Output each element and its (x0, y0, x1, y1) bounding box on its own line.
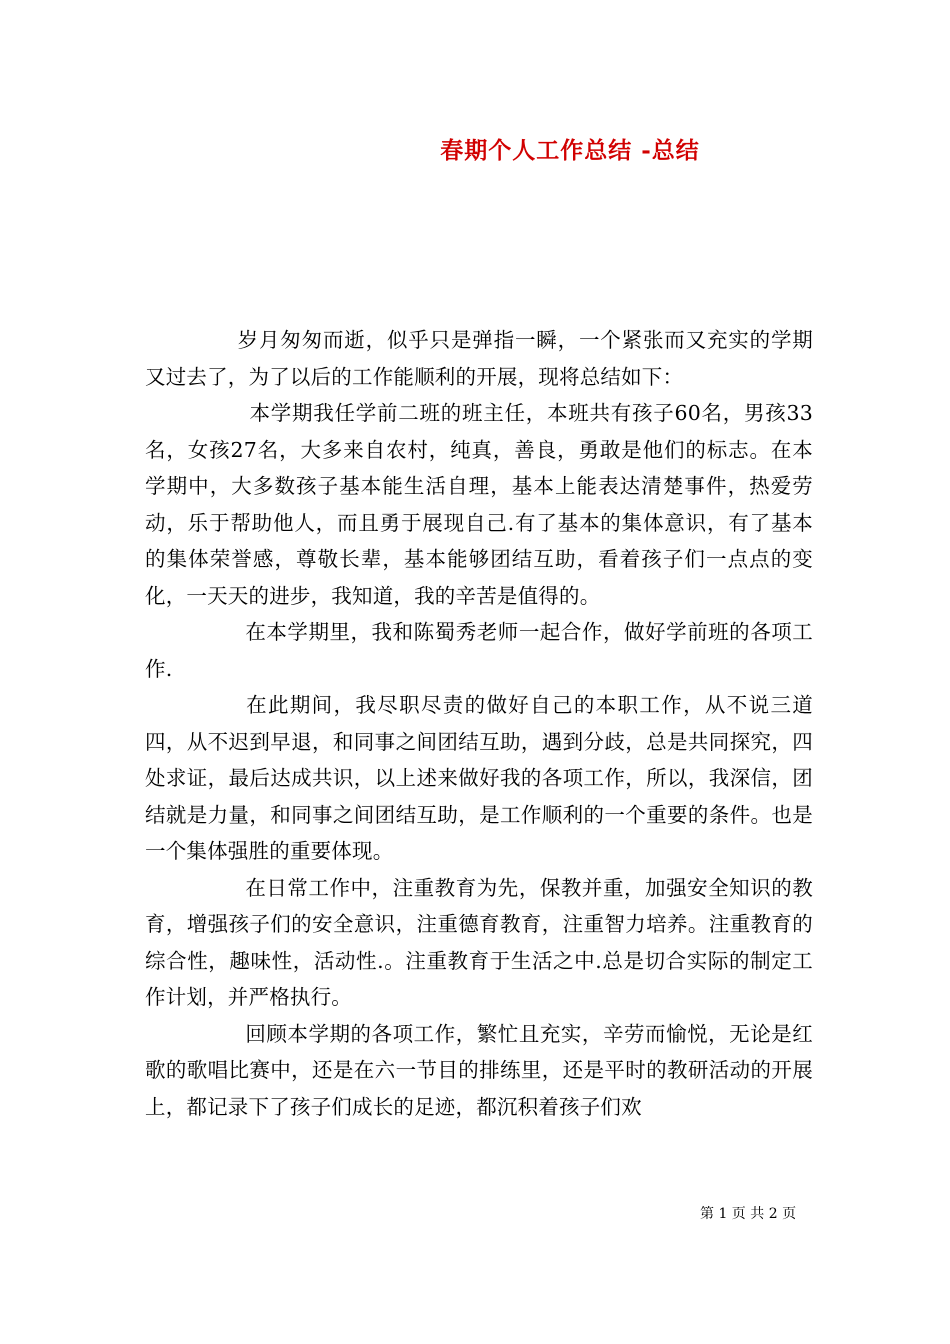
paragraph-text: 在此期间，我尽职尽责的做好自己的本职工作，从不说三道四，从不迟到早退，和同事之间团结互助，遇到分歧，总是共同探究，四处求证，最后达成共识，以上述来做好我的各项工作，所以，我深信，团结就是力量，和同事之间团结互助，是工作顺利的一个重要的条件。也是一个集体强胜的重要体现。 (145, 693, 813, 863)
paragraph-text: 岁月匆匆而逝，似乎只是弹指一瞬，一个紧张而又充实的学期又过去了，为了以后的工作能顺利的开展，现将总结如下： (145, 328, 813, 389)
paragraph-text: 在日常工作中，注重教育为先，保教并重，加强安全知识的教育，增强孩子们的安全意识，注重德育教育，注重智力培养。注重教育的综合性，趣味性，活动性.。注重教育于生活之中.总是切合实际的制定工作计划，并严格执行。 (145, 875, 813, 1009)
paragraph-text: 在本学期里，我和陈蜀秀老师一起合作，做好学前班的各项工作. (145, 620, 813, 681)
paragraph-cooperation (145, 614, 813, 687)
paragraph-duties (145, 687, 813, 870)
paragraph-intro (145, 322, 813, 395)
paragraph-review (145, 1016, 813, 1126)
document-body (145, 322, 813, 1125)
paragraph-text: 本学期我任学前二班的班主任，本班共有孩子60名，男孩33名，女孩27名，大多来自农村，纯真，善良，勇敢是他们的标志。在本学期中，大多数孩子基本能生活自理，基本上能表达清楚事件，热爱劳动，乐于帮助他人，而且勇于展现自己.有了基本的集体意识，有了基本的集体荣誉感，尊敬长辈，基本能够团结互助，看着孩子们一点点的变化，一天天的进步，我知道，我的辛苦是值得的。 (145, 401, 813, 608)
page-number: 第 1 页 共 2 页 (700, 1206, 797, 1222)
document-title: 春期个人工作总结 -总结 (440, 137, 700, 164)
paragraph-class-overview (145, 395, 813, 614)
paragraph-text: 回顾本学期的各项工作，繁忙且充实，辛劳而愉悦，无论是红歌的歌唱比赛中，还是在六一节目的排练里，还是平时的教研活动的开展上，都记录下了孩子们成长的足迹，都沉积着孩子们欢 (145, 1021, 813, 1119)
paragraph-daily-work (145, 870, 813, 1016)
